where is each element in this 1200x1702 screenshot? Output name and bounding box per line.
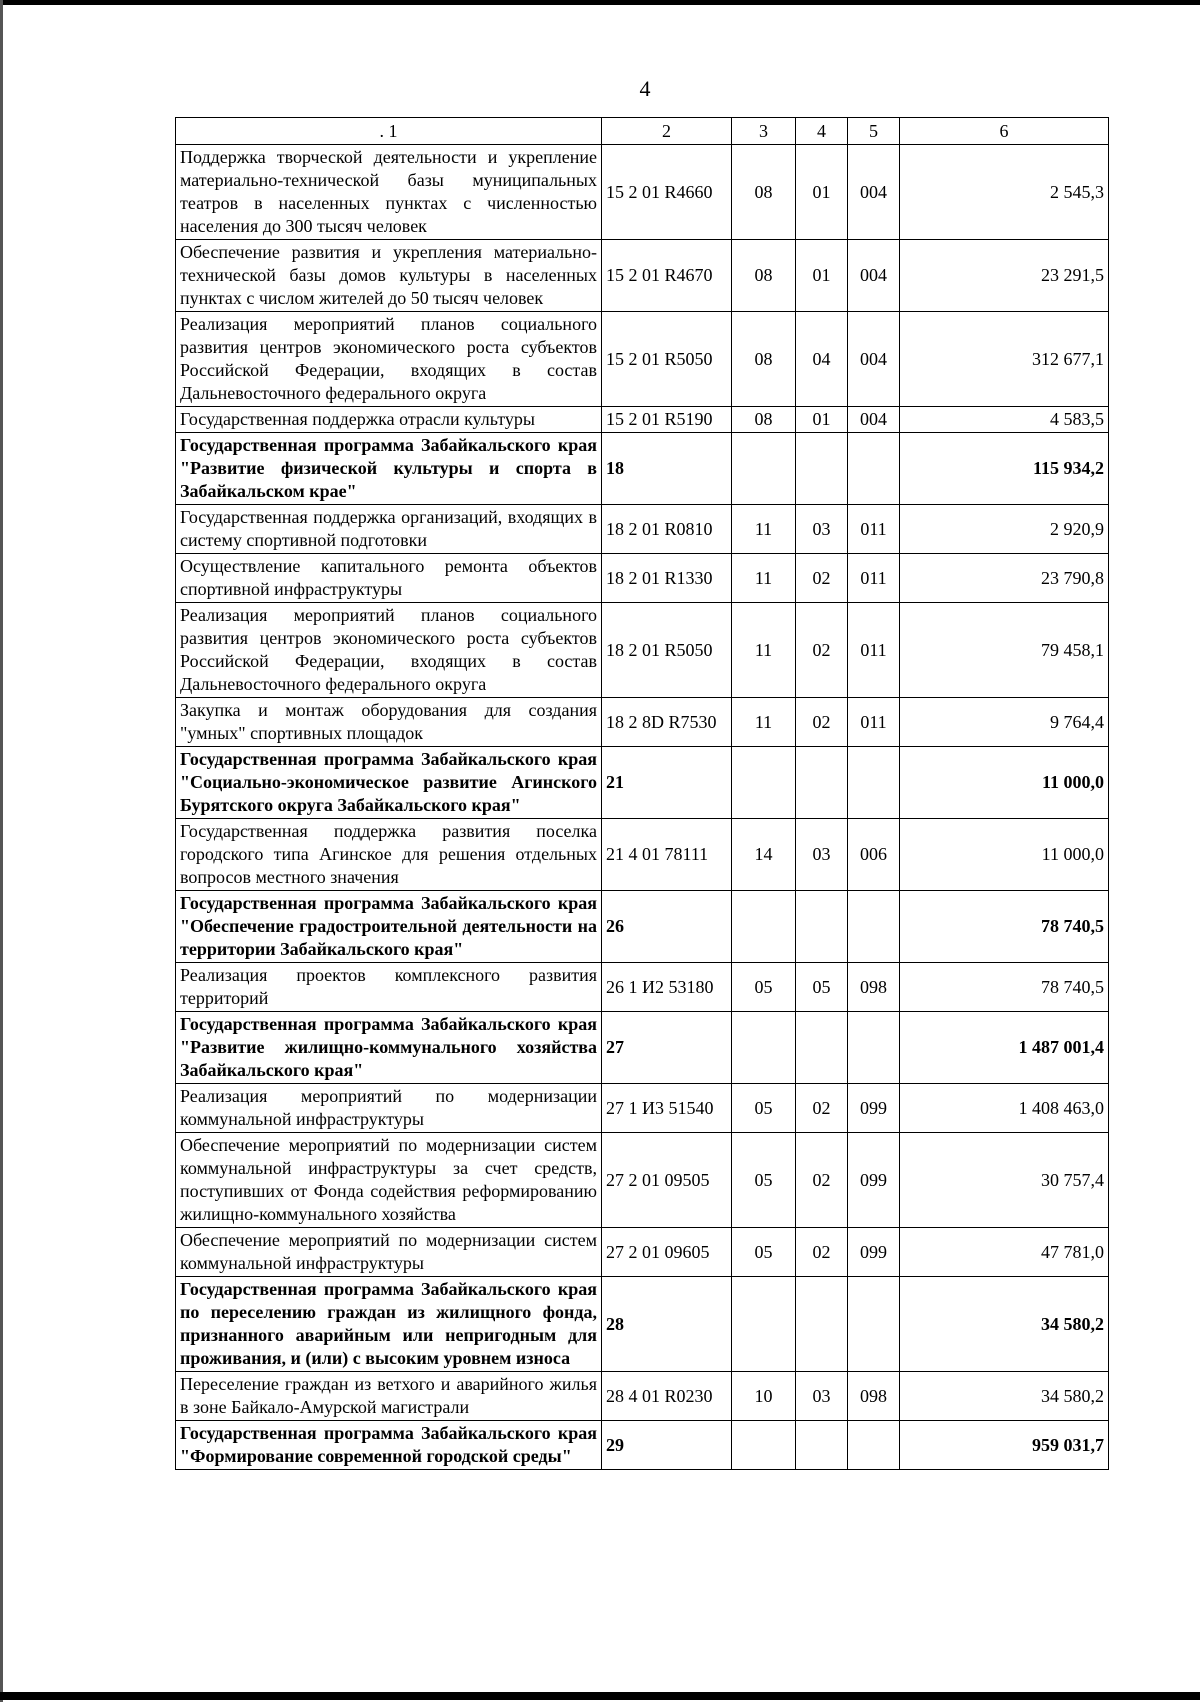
- row-amount: 78 740,5: [900, 891, 1109, 963]
- left-scan-edge: [0, 0, 3, 1702]
- row-ministry-code: 011: [848, 603, 900, 698]
- row-name: Реализация мероприятий по модернизации коммунальной инфраструктуры: [176, 1084, 602, 1133]
- table-row: [176, 312, 1109, 407]
- program-row: [176, 433, 1109, 505]
- row-name: Реализация мероприятий планов социального развития центров экономического роста субъектов Российской Федерации, входящих в состав Дальневосточного федерального округа: [176, 312, 602, 407]
- row-section: [732, 1012, 796, 1084]
- table-row: [176, 698, 1109, 747]
- row-ministry-code: 004: [848, 145, 900, 240]
- header-col-3: 3: [732, 118, 796, 145]
- row-code: 18 2 01 R5050: [602, 603, 732, 698]
- row-subsection: 03: [796, 505, 848, 554]
- row-section: 10: [732, 1372, 796, 1421]
- row-code: 26 1 И2 53180: [602, 963, 732, 1012]
- row-name: Государственная программа Забайкальского края "Развитие физической культуры и спорта в Забайкальском крае": [176, 433, 602, 505]
- table-row: [176, 963, 1109, 1012]
- header-col-5: 5: [848, 118, 900, 145]
- table-row: [176, 819, 1109, 891]
- row-code: 15 2 01 R4670: [602, 240, 732, 312]
- row-section: [732, 747, 796, 819]
- row-ministry-code: [848, 1421, 900, 1470]
- row-name: Государственная программа Забайкальского края "Социально-экономическое развитие Агинского Бурятского округа Забайкальского края": [176, 747, 602, 819]
- table-row: [176, 554, 1109, 603]
- row-name: Переселение граждан из ветхого и аварийного жилья в зоне Байкало-Амурской магистрали: [176, 1372, 602, 1421]
- row-subsection: [796, 433, 848, 505]
- row-section: 11: [732, 698, 796, 747]
- row-ministry-code: [848, 747, 900, 819]
- row-code: 18 2 8D R7530: [602, 698, 732, 747]
- row-code: 15 2 01 R5050: [602, 312, 732, 407]
- row-section: [732, 1277, 796, 1372]
- row-ministry-code: 006: [848, 819, 900, 891]
- row-code: 28 4 01 R0230: [602, 1372, 732, 1421]
- table-row: [176, 407, 1109, 433]
- row-amount: 11 000,0: [900, 747, 1109, 819]
- row-ministry-code: 011: [848, 554, 900, 603]
- row-name: Государственная программа Забайкальского края "Обеспечение градостроительной деятельности на территории Забайкальского края": [176, 891, 602, 963]
- row-ministry-code: 099: [848, 1228, 900, 1277]
- header-col-4: 4: [796, 118, 848, 145]
- row-section: 05: [732, 1228, 796, 1277]
- row-subsection: 05: [796, 963, 848, 1012]
- row-subsection: 03: [796, 819, 848, 891]
- row-section: 08: [732, 407, 796, 433]
- row-section: 08: [732, 240, 796, 312]
- row-name: Государственная программа Забайкальского края по переселению граждан из жилищного фонда, признанного аварийным или непригодным для проживания, и (или) с высоким уровнем износа: [176, 1277, 602, 1372]
- row-code: 21: [602, 747, 732, 819]
- row-subsection: 02: [796, 698, 848, 747]
- row-ministry-code: 011: [848, 505, 900, 554]
- row-name: Реализация мероприятий планов социального развития центров экономического роста субъектов Российской Федерации, входящих в состав Дальневосточного федерального округа: [176, 603, 602, 698]
- row-section: 14: [732, 819, 796, 891]
- row-code: 27 2 01 09505: [602, 1133, 732, 1228]
- row-amount: 1 408 463,0: [900, 1084, 1109, 1133]
- table-row: [176, 505, 1109, 554]
- table-row: [176, 145, 1109, 240]
- table-row: [176, 240, 1109, 312]
- row-amount: 79 458,1: [900, 603, 1109, 698]
- row-amount: 2 920,9: [900, 505, 1109, 554]
- row-subsection: 01: [796, 240, 848, 312]
- row-subsection: [796, 1277, 848, 1372]
- budget-table: [175, 117, 1109, 1470]
- row-subsection: 02: [796, 603, 848, 698]
- row-name: Государственная поддержка организаций, входящих в систему спортивной подготовки: [176, 505, 602, 554]
- row-subsection: 02: [796, 554, 848, 603]
- row-ministry-code: [848, 433, 900, 505]
- row-section: 05: [732, 1084, 796, 1133]
- row-code: 28: [602, 1277, 732, 1372]
- row-ministry-code: 004: [848, 312, 900, 407]
- table-row: [176, 603, 1109, 698]
- header-col-6: 6: [900, 118, 1109, 145]
- row-section: [732, 891, 796, 963]
- row-code: 21 4 01 78111: [602, 819, 732, 891]
- row-section: 08: [732, 145, 796, 240]
- row-ministry-code: [848, 891, 900, 963]
- row-ministry-code: [848, 1277, 900, 1372]
- row-name: Обеспечение развития и укрепления материально-технической базы домов культуры в населенных пунктах с числом жителей до 50 тысяч человек: [176, 240, 602, 312]
- row-subsection: [796, 1421, 848, 1470]
- row-ministry-code: 098: [848, 1372, 900, 1421]
- row-name: Государственная программа Забайкальского края "Формирование современной городской среды": [176, 1421, 602, 1470]
- row-code: 15 2 01 R4660: [602, 145, 732, 240]
- row-name: Поддержка творческой деятельности и укрепление материально-технической базы муниципальных театров в населенных пунктах с численностью населения до 300 тысяч человек: [176, 145, 602, 240]
- row-amount: 30 757,4: [900, 1133, 1109, 1228]
- row-code: 27 1 И3 51540: [602, 1084, 732, 1133]
- row-code: 27: [602, 1012, 732, 1084]
- header-row: [176, 118, 1109, 145]
- row-subsection: 01: [796, 145, 848, 240]
- table-row: [176, 1133, 1109, 1228]
- row-subsection: 02: [796, 1133, 848, 1228]
- row-section: 11: [732, 554, 796, 603]
- page-number: 4: [639, 76, 651, 101]
- row-name: Обеспечение мероприятий по модернизации систем коммунальной инфраструктуры: [176, 1228, 602, 1277]
- row-section: 11: [732, 505, 796, 554]
- header-col-1: . 1: [176, 118, 602, 145]
- row-amount: 959 031,7: [900, 1421, 1109, 1470]
- row-ministry-code: 098: [848, 963, 900, 1012]
- row-ministry-code: 099: [848, 1084, 900, 1133]
- row-amount: 34 580,2: [900, 1372, 1109, 1421]
- header-col-2: 2: [602, 118, 732, 145]
- table-row: [176, 1228, 1109, 1277]
- top-border: [0, 0, 1200, 5]
- program-row: [176, 1421, 1109, 1470]
- row-subsection: [796, 1012, 848, 1084]
- row-subsection: 03: [796, 1372, 848, 1421]
- row-section: 11: [732, 603, 796, 698]
- row-ministry-code: 004: [848, 240, 900, 312]
- row-amount: 47 781,0: [900, 1228, 1109, 1277]
- row-name: Государственная поддержка отрасли культуры: [176, 407, 602, 433]
- row-code: 27 2 01 09605: [602, 1228, 732, 1277]
- program-row: [176, 747, 1109, 819]
- row-section: 05: [732, 963, 796, 1012]
- row-ministry-code: 099: [848, 1133, 900, 1228]
- row-amount: 312 677,1: [900, 312, 1109, 407]
- row-name: Обеспечение мероприятий по модернизации систем коммунальной инфраструктуры за счет средств, поступивших от Фонда содействия реформированию жилищно-коммунального хозяйства: [176, 1133, 602, 1228]
- row-section: [732, 433, 796, 505]
- bottom-border: [0, 1692, 1200, 1700]
- row-amount: 34 580,2: [900, 1277, 1109, 1372]
- row-code: 18: [602, 433, 732, 505]
- row-ministry-code: [848, 1012, 900, 1084]
- row-section: 05: [732, 1133, 796, 1228]
- row-ministry-code: 004: [848, 407, 900, 433]
- row-name: Осуществление капитального ремонта объектов спортивной инфраструктуры: [176, 554, 602, 603]
- program-row: [176, 1012, 1109, 1084]
- row-amount: 23 790,8: [900, 554, 1109, 603]
- row-code: 18 2 01 R1330: [602, 554, 732, 603]
- row-amount: 115 934,2: [900, 433, 1109, 505]
- row-subsection: 01: [796, 407, 848, 433]
- row-code: 18 2 01 R0810: [602, 505, 732, 554]
- row-subsection: 02: [796, 1084, 848, 1133]
- row-amount: 11 000,0: [900, 819, 1109, 891]
- row-amount: 4 583,5: [900, 407, 1109, 433]
- table-row: [176, 1372, 1109, 1421]
- row-section: [732, 1421, 796, 1470]
- row-name: Государственная поддержка развития поселка городского типа Агинское для решения отдельных вопросов местного значения: [176, 819, 602, 891]
- row-name: Закупка и монтаж оборудования для создания "умных" спортивных площадок: [176, 698, 602, 747]
- row-code: 29: [602, 1421, 732, 1470]
- row-ministry-code: 011: [848, 698, 900, 747]
- row-code: 15 2 01 R5190: [602, 407, 732, 433]
- row-name: Государственная программа Забайкальского края "Развитие жилищно-коммунального хозяйства Забайкальского края": [176, 1012, 602, 1084]
- row-subsection: [796, 891, 848, 963]
- row-amount: 1 487 001,4: [900, 1012, 1109, 1084]
- program-row: [176, 1277, 1109, 1372]
- program-row: [176, 891, 1109, 963]
- row-subsection: 04: [796, 312, 848, 407]
- row-amount: 2 545,3: [900, 145, 1109, 240]
- row-name: Реализация проектов комплексного развития территорий: [176, 963, 602, 1012]
- row-amount: 78 740,5: [900, 963, 1109, 1012]
- row-subsection: [796, 747, 848, 819]
- row-subsection: 02: [796, 1228, 848, 1277]
- row-code: 26: [602, 891, 732, 963]
- row-section: 08: [732, 312, 796, 407]
- row-amount: 23 291,5: [900, 240, 1109, 312]
- row-amount: 9 764,4: [900, 698, 1109, 747]
- table-row: [176, 1084, 1109, 1133]
